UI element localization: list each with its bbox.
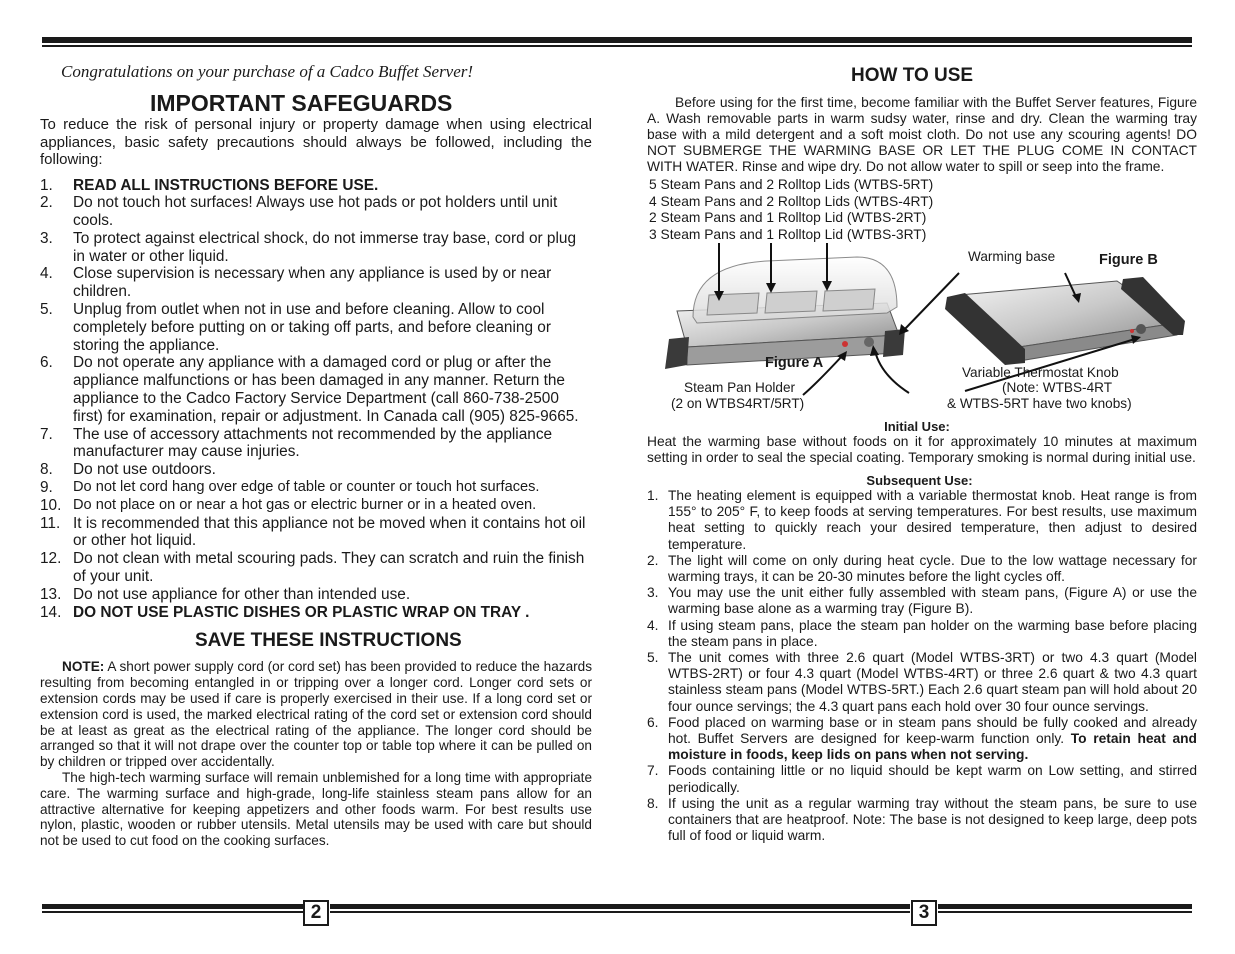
safeguard-item xyxy=(40,354,592,425)
safeguard-item xyxy=(40,230,592,266)
safeguard-item xyxy=(40,461,592,479)
model-line: 3 Steam Pans and 1 Rolltop Lid (WTBS-3RT) xyxy=(649,226,927,242)
safeguard-number: 8. xyxy=(40,461,53,479)
safeguard-number: 9. xyxy=(40,479,53,497)
safeguard-number: 5. xyxy=(40,301,53,319)
safeguard-item xyxy=(40,426,592,462)
safeguard-text: To protect against electrical shock, do not immerse tray base, cord or plug in water or other liquid. xyxy=(73,229,576,265)
thermostat-knob-label: Variable Thermostat Knob xyxy=(962,365,1119,380)
save-instructions-heading: SAVE THESE INSTRUCTIONS xyxy=(195,630,462,652)
safeguard-text: Unplug from outlet when not in use and before cleaning. Allow to cool completely before putting on or taking off parts, and before cleaning or storing the appliance. xyxy=(73,301,551,354)
usage-step-text: Food placed on warming base or in steam pans should be fully cooked and already hot. Buffet Servers are designed for keep-warm function only. xyxy=(668,714,1197,747)
initial-use-text: Heat the warming base without foods on it for approximately 10 minutes at maximum setting in order to seal the special coating. Temporary smoking is normal during initial use. xyxy=(647,434,1197,465)
usage-step xyxy=(647,585,1197,617)
safeguard-number: 1. xyxy=(40,176,53,194)
safeguards-list xyxy=(40,177,592,622)
safeguard-number: 11. xyxy=(40,514,61,532)
usage-step xyxy=(647,553,1197,585)
usage-step-number: 7. xyxy=(647,763,659,779)
safeguard-number: 10. xyxy=(40,496,62,514)
page-number-right: 3 xyxy=(911,900,937,926)
steam-pan-holder-note: (2 on WTBS4RT/5RT) xyxy=(671,396,805,411)
note-text: A short power supply cord (or cord set) has been provided to reduce the hazards resulting from becoming entangled in or tripping over a longer cord. Longer cord sets or extension cords may be used if care is properly exercised in their use. If a long cord set or extension cord is used, the marked electrical rating of the cord set or extension cord should be at least as great as the electrical rating of the appliance. The longer cord should be arranged so that it will not drape over the counter top or table top where it can be pulled on by children or tripped over accidentally. xyxy=(40,659,593,770)
figure-b-label: Figure B xyxy=(1099,252,1158,268)
usage-step-text: If using steam pans, place the steam pan holder on the warming base before placing the steam pans in place. xyxy=(668,617,1197,649)
cord-note xyxy=(40,659,592,770)
usage-step xyxy=(647,796,1197,845)
safeguard-item xyxy=(40,497,592,515)
figure-a-server-illustration xyxy=(665,257,905,369)
model-line: 4 Steam Pans and 2 Rolltop Lids (WTBS-4RT) xyxy=(649,193,934,209)
model-list xyxy=(649,177,1197,243)
usage-step-emphasis: To retain heat and moisture in foods, keep lids on pans when not serving. xyxy=(668,731,1197,763)
safeguard-text: It is recommended that this appliance not be moved when it contains hot oil or other hot liquid. xyxy=(73,514,586,550)
top-rule xyxy=(42,37,1192,43)
safeguard-text: Do not touch hot surfaces! Always use hot pads or pot holders until unit cools. xyxy=(73,194,558,230)
subsequent-use-list xyxy=(647,488,1197,844)
usage-step-number: 8. xyxy=(647,795,659,811)
footer-rule-middle xyxy=(330,904,910,909)
safeguard-item xyxy=(40,265,592,301)
how-to-use-intro-text: Before using for the first time, become familiar with the Buffet Server features, Figure A. Wash removable parts in warm sudsy water, rinse and dry. Clean the warming tray base with a mild detergent and a soft moist cloth. Do not use any scouring agents! DO NOT SUBMERGE THE WARMING BASE OR LET THE PLUG COME IN CONTACT WITH WATER. Rinse and wipe dry. Do not allow water to spill or seep into the frame. xyxy=(647,95,1197,174)
usage-step-text: If using the unit as a regular warming tray without the steam pans, be sure to use containers that are heatproof. Note: The base is not designed to keep large, deep pots full of food or liquid warm. xyxy=(668,795,1197,844)
top-rule-thin xyxy=(42,45,1192,47)
usage-step-number: 6. xyxy=(647,714,659,730)
safeguard-number: 13. xyxy=(40,585,62,603)
safeguard-number: 4. xyxy=(40,265,53,283)
safeguard-text: DO NOT USE PLASTIC DISHES OR PLASTIC WRAP ON TRAY . xyxy=(73,603,530,621)
usage-step xyxy=(647,763,1197,795)
usage-step-text: The heating element is equipped with a variable thermostat knob. Heat range is from 155° to 205° F, to keep foods at serving temperatures. For best results, use maximum heat setting to quickly reach your desired temperature, then adjust to desired temperature. xyxy=(668,488,1197,552)
safeguard-text: Do not clean with metal scouring pads. They can scratch and ruin the finish of your unit. xyxy=(73,550,585,586)
safeguard-number: 6. xyxy=(40,354,53,372)
usage-step-number: 3. xyxy=(647,585,659,601)
usage-step xyxy=(647,650,1197,715)
footer-rule-left-a-thin xyxy=(42,911,304,913)
thermostat-knob-note-1: (Note: WTBS-4RT xyxy=(1002,380,1113,395)
usage-step-text: Foods containing little or no liquid should be kept warm on Low setting, and stirred periodically. xyxy=(668,763,1197,795)
usage-step xyxy=(647,715,1197,764)
usage-step-text: The unit comes with three 2.6 quart (Model WTBS-3RT) or two 4.3 quart (Model WTBS-2RT) or four 4.3 quart (Model WTBS-4RT) or three 2.6 quart & two 4.3 quart stainless steam pans (Model WTBS-5RT.) Each 2.6 quart steam pan will hold about 20 four ounce servings; the 4.3 quart pans each hold over 30 four ounce servings. xyxy=(668,650,1197,714)
page-number-left: 2 xyxy=(303,900,329,926)
safeguard-text: Do not use appliance for other than intended use. xyxy=(73,585,411,603)
safeguards-title: IMPORTANT SAFEGUARDS xyxy=(150,90,453,116)
safeguard-text: Do not operate any appliance with a damaged cord or plug or after the appliance malfunctions or has been damaged in any manner. Return the appliance to the Cadco Factory Service Department (call 860-738-2500 first) for examination, repair or adjustment. In Canada call (905) 825-9665. xyxy=(73,354,579,425)
safeguard-number: 2. xyxy=(40,194,53,212)
safeguard-text: Do not use outdoors. xyxy=(73,461,216,479)
safeguard-text: READ ALL INSTRUCTIONS BEFORE USE. xyxy=(73,176,379,194)
footer-rule-right xyxy=(938,904,1192,909)
safeguard-item xyxy=(40,301,592,354)
subsequent-use-heading: Subsequent Use: xyxy=(866,473,973,488)
usage-step-text: You may use the unit either fully assembled with steam pans, (Figure A) or use the warming base alone as a warming tray (Figure B). xyxy=(668,585,1197,617)
product-figures xyxy=(647,243,1197,419)
congratulations-line: Congratulations on your purchase of a Cadco Buffet Server! xyxy=(61,62,474,81)
safeguard-number: 14. xyxy=(40,603,62,621)
warming-base-label: Warming base xyxy=(968,249,1056,264)
safeguard-number: 7. xyxy=(40,425,53,443)
safeguard-text: Do not place on or near a hot gas or electric burner or in a heated oven. xyxy=(73,496,537,513)
figure-b-warming-base-illustration xyxy=(945,277,1185,365)
usage-step-number: 5. xyxy=(647,650,659,666)
footer-rule-left-a xyxy=(42,904,304,909)
safeguard-item xyxy=(40,604,592,622)
safeguard-item xyxy=(40,194,592,230)
figure-a-label: Figure A xyxy=(765,355,824,371)
right-page xyxy=(647,58,1197,844)
safeguard-item xyxy=(40,586,592,604)
safeguard-item xyxy=(40,550,592,586)
usage-step-text: The light will come on only during heat cycle. Due to the low wattage necessary for warming trays, it can be 20-30 minutes before the light cycles off. xyxy=(668,552,1197,585)
safeguard-number: 3. xyxy=(40,229,53,247)
note-label: NOTE: xyxy=(62,659,105,675)
footer-rule-middle-thin xyxy=(330,911,910,913)
steam-pan-holder-label: Steam Pan Holder xyxy=(684,380,796,395)
footer-rule-right-thin xyxy=(938,911,1192,913)
safeguard-number: 12. xyxy=(40,550,62,568)
safeguard-item xyxy=(40,177,592,195)
usage-step-number: 1. xyxy=(647,488,659,503)
safeguard-text: The use of accessory attachments not recommended by the appliance manufacturer may cause injuries. xyxy=(73,425,553,461)
left-page xyxy=(40,58,592,849)
safeguard-text: Close supervision is necessary when any appliance is used by or near children. xyxy=(73,265,552,301)
surface-care-text: The high-tech warming surface will remain unblemished for a long time with appropriate care. The warming surface and high-grade, long-life stainless steam pans allow for an attractive alternative for keeping appetizers and other foods warm. For best results use nylon, plastic, wooden or rubber utensils. Metal utensils may be used with care but should not be used to cut food on the cooking surfaces. xyxy=(40,770,592,849)
how-to-use-intro xyxy=(647,95,1197,175)
model-line: 5 Steam Pans and 2 Rolltop Lids (WTBS-5RT) xyxy=(649,177,934,192)
usage-step xyxy=(647,488,1197,553)
usage-step xyxy=(647,618,1197,650)
safeguards-intro: To reduce the risk of personal injury or property damage when using electrical appliances, basic safety precautions should always be followed, including the following: xyxy=(40,116,592,168)
safeguard-item xyxy=(40,515,592,551)
surface-care-paragraph xyxy=(40,770,592,849)
usage-step-number: 4. xyxy=(647,617,659,633)
model-line: 2 Steam Pans and 1 Rolltop Lid (WTBS-2RT) xyxy=(649,210,927,225)
how-to-use-title: HOW TO USE xyxy=(851,65,974,86)
initial-use-heading: Initial Use: xyxy=(884,419,950,434)
thermostat-knob-note-2: & WTBS-5RT have two knobs) xyxy=(947,396,1132,411)
usage-step-number: 2. xyxy=(647,552,659,568)
safeguard-item xyxy=(40,479,592,497)
safeguard-text: Do not let cord hang over edge of table or counter or touch hot surfaces. xyxy=(73,479,540,496)
